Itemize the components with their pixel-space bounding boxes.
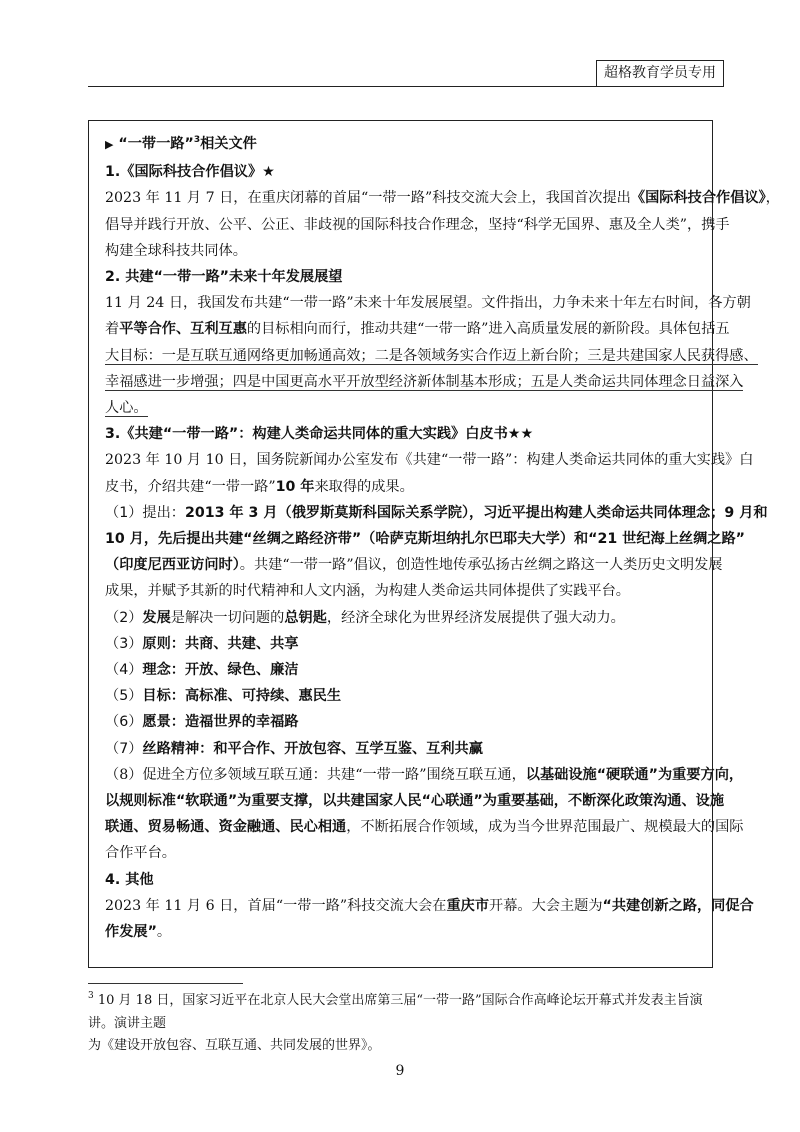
section-2-line-1: 11 月 24 日，我国发布共建“一带一路”未来十年发展展望。文件指出，力争未来十年左右时间，各方朝 <box>105 295 751 312</box>
point-8-line-2 <box>105 788 725 814</box>
text: 皮书，介绍共建“一带一路” <box>105 478 276 495</box>
heading-text-b: 相关文件 <box>200 136 257 152</box>
underlined-text: 大目标：一是互联互通网络更加畅通高效；二是各领域务实合作迈上新台阶；三是共建国家人民获得感、 <box>105 347 758 364</box>
text: （7） <box>105 740 143 757</box>
section-3-line-1: 2023 年 10 月 10 日，国务院新闻办公室发布《共建“一带一路”：构建人类命运共同体的重大实践》白 <box>105 452 754 469</box>
section-4-title: 4. 其他 <box>105 871 154 888</box>
content-box <box>88 120 780 968</box>
footnote-ref: 3 <box>193 135 201 145</box>
bold-text: 愿景：造福世界的幸福路 <box>142 714 299 731</box>
bold-text: 10 年 <box>275 478 315 495</box>
bold-text: 2013 年 3 月（俄罗斯莫斯科国际关系学院），习近平提出构建人类命运共同体理念；9 月和 <box>184 504 768 521</box>
footnote-line-2: 为《建设开放包容、互联互通、共同发展的世界》。 <box>88 1038 381 1053</box>
footnote-line-1 <box>88 990 713 1035</box>
text: （1）提出： <box>105 504 185 521</box>
text: 2023 年 11 月 7 日，在重庆闭幕的首届“一带一路”科技交流大会上，我国首次提出 <box>105 190 631 207</box>
point-7 <box>105 736 704 762</box>
footnote <box>88 990 713 1057</box>
point-8-line-3 <box>105 814 744 840</box>
point-1-line-1 <box>105 500 768 526</box>
bold-text: 目标：高标准、可持续、惠民生 <box>142 688 342 705</box>
section-2-line-3 <box>105 343 758 369</box>
point-6 <box>105 709 704 735</box>
underlined-text: 人心。 <box>105 400 148 417</box>
point-4 <box>105 657 704 683</box>
text: 。 <box>156 924 172 941</box>
text: （8）促进全方位多领域互联互通：共建“一带一路”围绕互联互通， <box>105 766 526 783</box>
bold-text: 理念：开放、绿色、廉洁 <box>142 662 299 679</box>
page-number: 9 <box>395 1063 405 1079</box>
text: 来取得的成果。 <box>314 478 414 495</box>
point-5 <box>105 683 704 709</box>
section-1-line-2: 倡导并践行开放、公平、公正、非歧视的国际科技合作理念，坚持“科学无国界、惠及全人类”，携手 <box>105 216 730 233</box>
bold-text: 丝路精神：和平合作、开放包容、互学互鉴、互利共赢 <box>142 740 483 757</box>
text: （3） <box>105 635 143 652</box>
text: 。共建“一带一路”倡议，创造性地传承弘扬古丝绸之路这一人类历史文明发展 <box>239 557 723 574</box>
point-3 <box>105 631 704 657</box>
heading-text-a: “一带一路” <box>118 136 194 152</box>
text: （5） <box>105 688 143 705</box>
bold-text: 总钥匙 <box>284 609 327 626</box>
bold-text: （印度尼西亚访问时） <box>105 557 240 574</box>
bold-text: 以规则标准“软联通”为重要支撑，以共建国家人民“心联通”为重要基础 <box>105 793 554 810</box>
text: ，不断拓展合作领域，成为当今世界范围最广、规模最大的国际 <box>346 819 744 836</box>
point-8-line-1 <box>105 762 744 788</box>
point-1-line-4: 成果，并赋予其新的时代精神和人文内涵，为构建人类命运共同体提供了实践平台。 <box>105 583 630 600</box>
text: （6） <box>105 714 143 731</box>
bold-text: 联通、贸易畅通、资金融通、民心相通 <box>105 819 347 836</box>
section-1-title: 1.《国际科技合作倡议》★ <box>105 164 275 181</box>
triangle-bullet-icon: ▶ <box>105 138 114 151</box>
section-3-title: 3.《共建“一带一路”：构建人类命运共同体的重大实践》白皮书★★ <box>105 426 534 443</box>
header-badge: 超格教育学员专用 <box>596 60 724 87</box>
text: 开幕。大会主题为 <box>489 897 603 914</box>
bold-text: 以基础设施“硬联通”为重要方向， <box>525 766 744 783</box>
text: 的目标相向而行，推动共建“一带一路”进入高质量发展的新阶段。具体包括五 <box>246 321 730 338</box>
section-2-line-4 <box>105 369 744 395</box>
section-2-line-2 <box>105 316 730 342</box>
text: ， <box>765 190 780 207</box>
section-4-line-1 <box>105 893 754 919</box>
bold-text: 原则：共商、共建、共享 <box>142 635 299 652</box>
point-2 <box>105 605 704 631</box>
text: （4） <box>105 662 143 679</box>
text: 着 <box>105 321 120 338</box>
bold-text: 重庆市 <box>446 897 490 914</box>
text: 是解决一切问题的 <box>170 609 285 626</box>
footnote-rule <box>88 983 243 984</box>
bold-text: “共建创新之路，同促合 <box>602 897 754 914</box>
point-1-line-2: 10 月，先后提出共建“丝绸之路经济带”（哈萨克斯坦纳扎尔巴耶夫大学）和“21 世纪海上丝绸之路” <box>105 531 745 548</box>
section-1-line-3: 构建全球科技共同体。 <box>105 242 247 259</box>
section-2-title: 2. 共建“一带一路”未来十年发展展望 <box>105 269 343 286</box>
bold-text: 《国际科技合作倡议》 <box>630 190 766 207</box>
bold-text: 平等合作、互利互惠 <box>119 321 247 338</box>
section-3-line-2 <box>105 474 704 500</box>
header-rule <box>88 86 724 87</box>
footnote-mark: 3 <box>88 991 94 1001</box>
bold-text: ，不断深化政策沟通、设施 <box>553 793 725 810</box>
text: （2） <box>105 609 143 626</box>
box-heading <box>105 131 704 159</box>
underlined-text: 幸福感进一步增强；四是中国更高水平开放型经济新体制基本形成；五是人类命运共同体理念日益深入 <box>105 373 744 390</box>
section-2-line-5 <box>105 395 704 421</box>
section-1-line-1 <box>105 185 780 211</box>
footnote-text: 10 月 18 日，国家习近平在北京人民大会堂出席第三届“一带一路”国际合作高峰论坛开幕式并发表主旨演讲。演讲主题 <box>88 993 703 1031</box>
bold-text: 发展 <box>142 609 171 626</box>
point-1-line-3 <box>105 552 723 578</box>
text: 2023 年 11 月 6 日，首届“一带一路”科技交流大会在 <box>105 897 447 914</box>
point-8-line-4: 合作平台。 <box>105 845 176 862</box>
bold-text: 作发展” <box>105 924 157 941</box>
text: ，经济全球化为世界经济发展提供了强大动力。 <box>326 609 625 626</box>
section-4-line-2 <box>105 919 704 945</box>
